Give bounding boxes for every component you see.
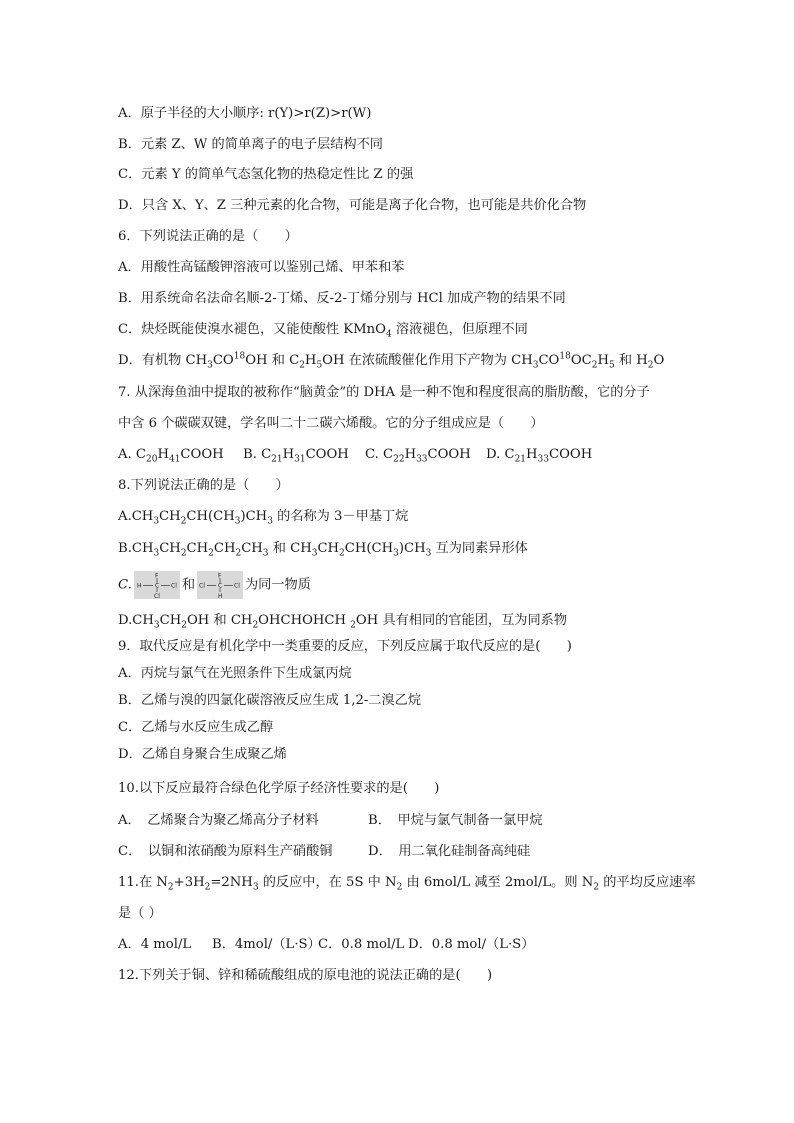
mol1-top: F bbox=[154, 572, 159, 580]
formula-segment: 18 bbox=[233, 351, 246, 362]
q6-option-c-sub: 4 bbox=[385, 329, 392, 340]
formula-segment: 2 bbox=[204, 882, 211, 893]
q5-option-d: D．只含 X、Y、Z 三种元素的化合物，可能是离子化合物，也可能是共价化合物 bbox=[118, 198, 587, 213]
formula-segment: COOH bbox=[549, 447, 593, 462]
formula-segment: A.CH bbox=[118, 509, 154, 524]
formula-segment: 11.在 N bbox=[118, 875, 168, 890]
formula-segment: B.CH bbox=[118, 541, 154, 556]
formula-segment: 3 bbox=[153, 620, 160, 631]
formula-segment: 41 bbox=[168, 454, 181, 465]
formula-segment: 21 bbox=[271, 454, 283, 465]
q7-stem-line1: 7. 从深海鱼油中提取的被称作“脑黄金”的 DHA 是一种不饱和程度很高的脂肪酸，它的分子 bbox=[118, 385, 650, 400]
mol2-right: Cl bbox=[234, 582, 240, 590]
formula-segment: CH bbox=[213, 541, 236, 556]
mol2-bottom: H bbox=[218, 593, 223, 599]
formula-segment: 和 H bbox=[614, 353, 648, 368]
q7-option-b bbox=[243, 447, 349, 463]
formula-segment: 3 bbox=[262, 548, 269, 559]
formula-segment: 的名称为 3－甲基丁烷 bbox=[272, 509, 409, 524]
formula-segment: D. C bbox=[486, 447, 515, 462]
formula-segment: 由 6mol/L 减至 2mol/L。则 N bbox=[402, 875, 594, 890]
formula-segment: CH bbox=[241, 541, 263, 556]
formula-segment: OH 和 CH bbox=[186, 613, 253, 628]
formula-segment: 3 bbox=[532, 360, 539, 371]
formula-segment: 3 bbox=[252, 882, 259, 893]
formula-segment: H bbox=[304, 353, 317, 368]
formula-segment: 的反应中，在 5S 中 N bbox=[258, 875, 397, 890]
q7-option-a bbox=[118, 447, 224, 463]
q6-option-c-part: 溶液褪色，但原理不同 bbox=[391, 322, 528, 337]
q10-option-a: A． 乙烯聚合为聚乙烯高分子材料 bbox=[118, 813, 319, 828]
q8-option-c-tail: 为同一物质 bbox=[245, 577, 311, 593]
q6-stem: 6．下列说法正确的是（ ） bbox=[118, 229, 298, 244]
q10-option-b: B． 甲烷与氯气制备一氯甲烷 bbox=[368, 813, 543, 828]
q6-option-b: B．用系统命名法命名顺-2-丁烯、反-2-丁烯分别与 HCl 加成产物的结果不同 bbox=[118, 291, 566, 306]
q9-option-d: D．乙烯自身聚合生成聚乙烯 bbox=[118, 747, 287, 762]
q8-option-d bbox=[118, 613, 567, 629]
q7-option-d bbox=[486, 447, 592, 463]
formula-segment: O bbox=[653, 353, 665, 368]
formula-segment: A. C bbox=[118, 447, 146, 462]
formula-segment: H bbox=[404, 447, 417, 462]
formula-segment: 3 bbox=[267, 516, 273, 527]
formula-segment: COOH bbox=[180, 447, 224, 462]
mol1-bottom: Cl bbox=[153, 593, 160, 599]
formula-segment: 2 bbox=[180, 516, 187, 527]
formula-segment: 31 bbox=[294, 454, 306, 465]
q9-stem: 9．取代反应是有机化学中一类重要的反应，下列反应属于取代反应的是( ) bbox=[118, 639, 572, 654]
formula-segment: +3H bbox=[173, 875, 205, 890]
formula-segment: 3 bbox=[425, 548, 432, 559]
q11-option-c: C．0.8 mol/L bbox=[318, 937, 405, 952]
formula-segment: 2 bbox=[299, 360, 305, 371]
q5-option-b: B．元素 Z、W 的简单离子的电子层结构不同 bbox=[118, 137, 383, 152]
formula-segment: C. C bbox=[365, 447, 394, 462]
q8-stem: 8.下列说法正确的是（ ） bbox=[118, 478, 289, 493]
formula-segment: 互为同素异形体 bbox=[431, 541, 528, 556]
formula-segment: 20 bbox=[146, 454, 158, 465]
q9-option-a: A．丙烷与氯气在光照条件下生成氯丙烷 bbox=[118, 666, 352, 681]
q9-option-b: B．乙烯与溴的四氯化碳溶液反应生成 1,2-二溴乙烷 bbox=[118, 693, 422, 708]
formula-segment: 33 bbox=[416, 454, 428, 465]
formula-segment: 2 bbox=[647, 360, 654, 371]
formula-segment: CO bbox=[538, 353, 560, 368]
structural-formula-1 bbox=[134, 571, 180, 599]
formula-segment: 3 bbox=[153, 548, 160, 559]
q6-option-c-part: C．炔烃既能使溴水褪色，又能使酸性 KMnO bbox=[118, 322, 386, 337]
formula-segment: 2 bbox=[252, 620, 259, 631]
formula-segment: CH bbox=[159, 541, 181, 556]
formula-segment: OH 和 C bbox=[245, 353, 300, 368]
formula-segment: 5 bbox=[608, 360, 615, 371]
formula-segment: CH bbox=[186, 541, 209, 556]
formula-segment: 3 bbox=[153, 516, 160, 527]
formula-segment: D．有机物 CH bbox=[118, 353, 208, 368]
formula-segment: 2 bbox=[208, 548, 214, 559]
q5-option-c: C．元素 Y 的简单气态氢化物的热稳定性比 Z 的强 bbox=[118, 167, 414, 182]
formula-segment: 和 CH bbox=[268, 541, 312, 556]
formula-segment: 22 bbox=[393, 454, 405, 465]
formula-segment: OHCHOHCH bbox=[258, 613, 351, 628]
formula-segment: OH 在浓硫酸催化作用下产物为 CH bbox=[322, 353, 533, 368]
formula-segment: 的平均反应速率 bbox=[599, 875, 696, 890]
q11-option-d: D．0.8 mol/（L·S） bbox=[408, 937, 535, 952]
formula-segment: 2 bbox=[593, 882, 600, 893]
formula-segment: CH(CH bbox=[186, 509, 235, 524]
formula-segment: 21 bbox=[514, 454, 527, 465]
q6-option-c bbox=[118, 322, 528, 338]
q8-option-c-and: 和 bbox=[181, 577, 195, 593]
formula-segment: COOH bbox=[305, 447, 349, 462]
formula-segment: 3 bbox=[393, 548, 399, 559]
q12-stem: 12.下列关于铜、锌和稀硫酸组成的原电池的说法正确的是( ) bbox=[118, 968, 493, 983]
q8-option-a bbox=[118, 509, 408, 525]
q7-option-c bbox=[365, 447, 471, 463]
mol1-center: C bbox=[154, 582, 160, 590]
formula-segment: OH 具有相同的官能团，互为同系物 bbox=[355, 613, 568, 628]
formula-segment: 5 bbox=[316, 360, 323, 371]
q7-stem-line2: 中含 6 个碳碳双键，学名叫二十二碳六烯酸。它的分子组成应是（ ） bbox=[118, 416, 544, 431]
formula-segment: 2 bbox=[339, 548, 345, 559]
formula-segment: 3 bbox=[311, 548, 318, 559]
q8-option-c-label: C. bbox=[118, 577, 132, 593]
formula-segment: 3 bbox=[207, 360, 213, 371]
formula-segment: 2 bbox=[167, 882, 174, 893]
formula-segment: CO bbox=[212, 353, 234, 368]
q5-option-a: A．原子半径的大小顺序: r(Y)>r(Z)>r(W) bbox=[118, 106, 372, 121]
formula-segment: )CH bbox=[398, 541, 426, 556]
formula-segment: CH bbox=[159, 613, 182, 628]
formula-segment: H bbox=[282, 447, 295, 462]
q8-option-b bbox=[118, 541, 528, 557]
formula-segment: )CH bbox=[240, 509, 268, 524]
formula-segment: H bbox=[526, 447, 538, 462]
structural-formula-2 bbox=[197, 571, 243, 599]
formula-segment: 2 bbox=[235, 548, 242, 559]
formula-segment: 33 bbox=[537, 454, 549, 465]
q10-option-c: C． 以铜和浓硝酸为原料生产硝酸铜 bbox=[118, 844, 333, 859]
formula-segment: H bbox=[157, 447, 169, 462]
q6-option-d bbox=[118, 353, 664, 369]
formula-segment: 2 bbox=[396, 882, 403, 893]
formula-segment: 2 bbox=[181, 620, 187, 631]
formula-segment: 2 bbox=[180, 548, 187, 559]
q9-option-c: C．乙烯与水反应生成乙醇 bbox=[118, 720, 274, 735]
formula-segment: 18 bbox=[559, 351, 571, 362]
formula-segment: H bbox=[597, 353, 609, 368]
q10-stem: 10.以下反应最符合绿色化学原子经济性要求的是( ) bbox=[118, 781, 440, 796]
formula-segment: CH bbox=[317, 541, 340, 556]
formula-segment: COOH bbox=[427, 447, 471, 462]
formula-segment: 3 bbox=[234, 516, 241, 527]
q8-option-c bbox=[118, 571, 311, 599]
mol2-top: F bbox=[218, 572, 222, 580]
q10-option-d: D． 用二氧化硅制备高纯硅 bbox=[368, 844, 531, 859]
formula-segment: =2NH bbox=[210, 875, 253, 890]
q11-stem-line2: 是（ ） bbox=[118, 906, 162, 921]
q11-option-a: A．4 mol/L bbox=[118, 937, 192, 952]
mol2-left: Cl bbox=[199, 582, 205, 590]
formula-segment: CH(CH bbox=[344, 541, 394, 556]
formula-segment: 2 bbox=[591, 360, 598, 371]
formula-segment: B. C bbox=[243, 447, 272, 462]
formula-segment: D.CH bbox=[118, 613, 154, 628]
formula-segment: CH bbox=[159, 509, 181, 524]
formula-segment: 2 bbox=[350, 620, 356, 631]
q11-stem-line1 bbox=[118, 875, 696, 891]
mol2-center: C bbox=[218, 582, 223, 590]
q11-option-b: B．4mol/（L·S） bbox=[212, 937, 321, 952]
q6-option-a: A．用酸性高锰酸钾溶液可以鉴别己烯、甲苯和苯 bbox=[118, 260, 405, 275]
mol1-left: H bbox=[136, 582, 142, 590]
formula-segment: OC bbox=[570, 353, 592, 368]
mol1-right: Cl bbox=[170, 582, 177, 590]
